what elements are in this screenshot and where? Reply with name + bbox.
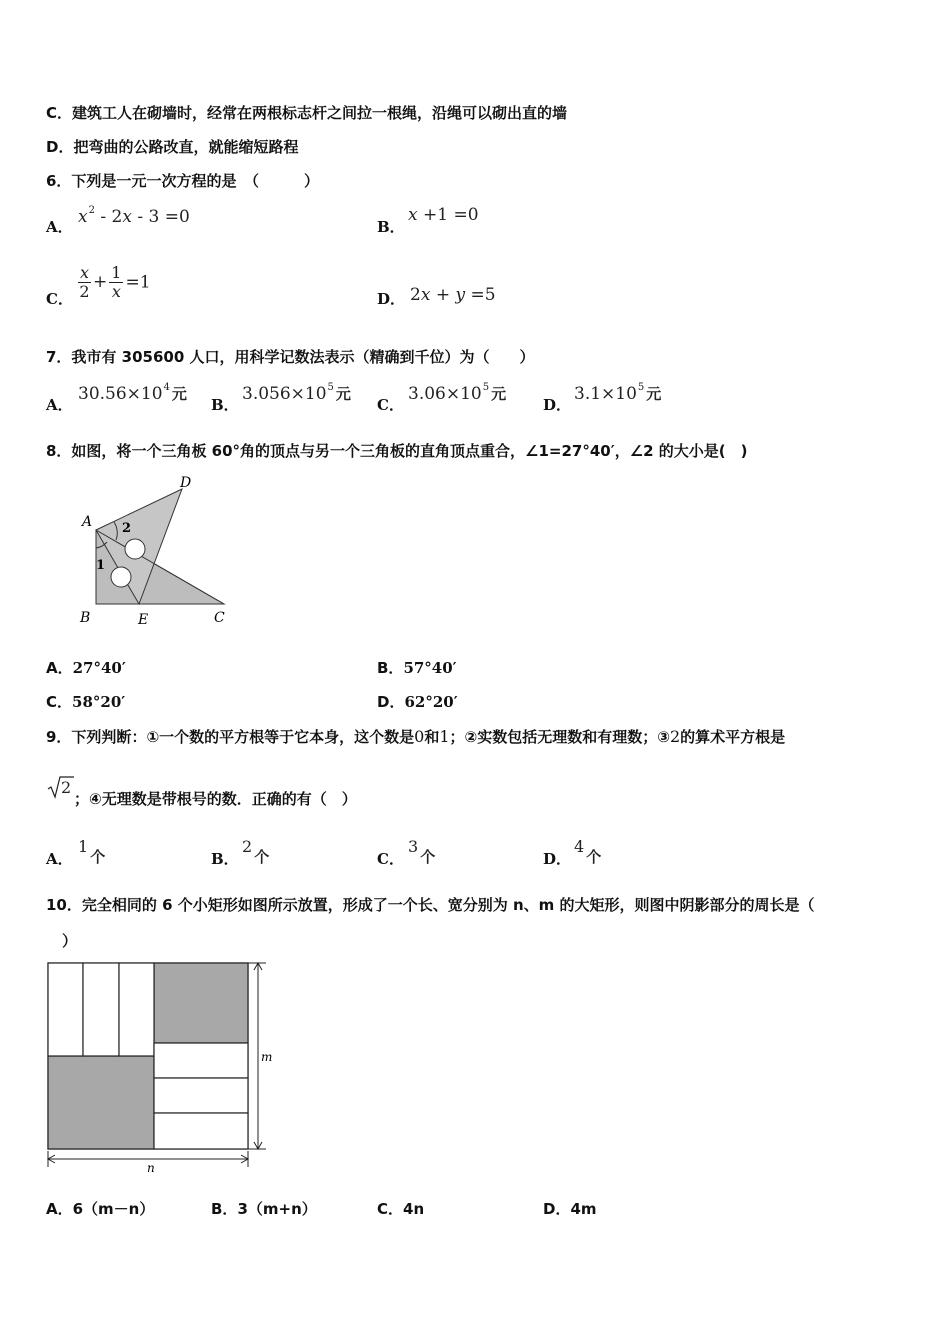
unit: 个 bbox=[90, 848, 106, 866]
math-text: 30.56×10 bbox=[78, 384, 163, 404]
q9-option-c-value bbox=[408, 836, 436, 866]
label-angle-1: 1 bbox=[96, 558, 106, 573]
stem-text: 和 bbox=[424, 728, 440, 746]
option-text: 建筑工人在砌墙时，经常在两根标志杆之间拉一根绳，沿绳可以砌出直的墙 bbox=[72, 104, 568, 122]
q10-option-a bbox=[46, 1198, 154, 1219]
var-y: y bbox=[455, 285, 466, 305]
q9-option-a-label: A． bbox=[46, 850, 73, 868]
var-x: x bbox=[408, 205, 418, 225]
q8-option-c bbox=[46, 691, 125, 712]
math-text: 2 bbox=[410, 285, 421, 305]
unit: 元 bbox=[491, 385, 507, 403]
small-rect-6 bbox=[154, 1113, 248, 1149]
unit: 元 bbox=[335, 385, 351, 403]
option-label: A． bbox=[46, 1200, 73, 1218]
math-text: =1 bbox=[125, 272, 151, 293]
q6-option-c-label: C． bbox=[46, 290, 73, 308]
q10-option-b bbox=[211, 1198, 317, 1219]
number: 4 bbox=[574, 837, 585, 856]
unit: 元 bbox=[646, 385, 662, 403]
q6-stem: 6．下列是一元一次方程的是 （ ） bbox=[46, 172, 319, 190]
hole-lower bbox=[111, 567, 131, 587]
denominator: 2 bbox=[79, 282, 90, 301]
stem-text: 9．下列判断：①一个数的平方根等于它本身，这个数是 bbox=[46, 728, 415, 746]
q6-option-a-math bbox=[78, 205, 190, 227]
unit: 个 bbox=[586, 848, 602, 866]
exponent: 2 bbox=[88, 205, 95, 216]
var-x: x bbox=[420, 285, 431, 305]
fraction-x-over-2 bbox=[78, 264, 91, 301]
number-zero: 0 bbox=[414, 727, 425, 746]
q8-option-d bbox=[377, 691, 458, 712]
fraction-1-over-x bbox=[109, 264, 123, 301]
shaded-region-bottom-left bbox=[48, 1056, 154, 1149]
number-two: 2 bbox=[669, 727, 681, 746]
q8-option-b bbox=[377, 657, 457, 678]
q6-option-c-math bbox=[76, 264, 151, 301]
q9-stem-line2: ；④无理数是带根号的数．正确的有（ ） bbox=[74, 790, 357, 808]
math-text: +1 =0 bbox=[417, 205, 479, 225]
option-text: 4m bbox=[570, 1200, 597, 1218]
label-c: C bbox=[214, 610, 225, 626]
q9-option-c-label: C． bbox=[377, 850, 404, 868]
q5-option-c bbox=[46, 102, 567, 123]
q9-option-d-label: D． bbox=[543, 850, 572, 868]
small-rect-2 bbox=[83, 963, 119, 1056]
q7-stem: 7．我市有 305600 人口，用科学记数法表示（精确到千位）为（ ） bbox=[46, 348, 535, 366]
q7-option-b-math bbox=[242, 382, 351, 404]
number-one: 1 bbox=[439, 727, 450, 746]
q10-option-c bbox=[377, 1198, 424, 1219]
q8-triangle-figure bbox=[74, 470, 244, 630]
dimension-n-label: n bbox=[147, 1161, 155, 1175]
option-label: D． bbox=[377, 693, 405, 711]
exponent: 5 bbox=[482, 382, 490, 393]
number: 1 bbox=[78, 837, 89, 856]
option-label: A． bbox=[46, 659, 73, 677]
math-text: + bbox=[430, 285, 456, 305]
label-d: D bbox=[180, 475, 192, 491]
exponent: 5 bbox=[637, 382, 645, 393]
option-text: 3（m+n） bbox=[237, 1200, 317, 1218]
math-text: =5 bbox=[465, 285, 496, 305]
q6-option-d-math bbox=[410, 285, 496, 305]
q9-option-d-value bbox=[574, 836, 602, 866]
q9-option-b-label: B． bbox=[211, 850, 239, 868]
number: 3 bbox=[408, 837, 419, 856]
q9-option-b-value bbox=[242, 836, 270, 866]
q6-option-b-math bbox=[408, 205, 479, 225]
option-text: 57°40′ bbox=[403, 659, 457, 677]
math-text: 3.06×10 bbox=[408, 384, 482, 404]
math-text: - 2 bbox=[94, 207, 123, 227]
q5-option-d bbox=[46, 136, 298, 157]
math-text: 3.056×10 bbox=[242, 384, 327, 404]
small-rect-4 bbox=[154, 1043, 248, 1078]
q7-option-d-label: D． bbox=[543, 396, 572, 414]
option-text: 6（m－n） bbox=[72, 1200, 155, 1218]
small-rect-3 bbox=[119, 963, 154, 1056]
shaded-region-top-right bbox=[154, 963, 248, 1043]
denominator: x bbox=[111, 282, 121, 301]
exponent: 4 bbox=[163, 382, 170, 393]
label-b: B bbox=[80, 610, 91, 626]
option-label: D． bbox=[543, 1200, 571, 1218]
option-text: 4n bbox=[403, 1200, 425, 1218]
option-label: C． bbox=[46, 693, 73, 711]
exponent: 5 bbox=[327, 382, 334, 393]
small-rect-1 bbox=[48, 963, 83, 1056]
q10-rectangle-figure bbox=[40, 955, 280, 1177]
q6-option-d-label: D． bbox=[377, 290, 406, 308]
dimension-m-label: m bbox=[261, 1050, 273, 1064]
label-a: A bbox=[82, 514, 93, 530]
option-text: 把弯曲的公路改直，就能缩短路程 bbox=[73, 138, 299, 156]
q10-stem-line2: ） bbox=[62, 932, 78, 950]
q6-option-b-label: B． bbox=[377, 218, 405, 236]
option-label: B． bbox=[377, 659, 404, 677]
math-text: - 3 =0 bbox=[131, 207, 190, 227]
math-text: + bbox=[93, 272, 108, 292]
q7-option-a-math bbox=[78, 382, 187, 404]
q7-option-c-label: C． bbox=[377, 396, 404, 414]
option-label: C． bbox=[46, 104, 73, 122]
numerator: x bbox=[80, 263, 90, 282]
math-text: 3.1×10 bbox=[574, 384, 637, 404]
label-angle-2: 2 bbox=[122, 521, 132, 536]
hole-upper bbox=[125, 539, 145, 559]
q9-stem-line1 bbox=[46, 726, 785, 747]
option-label: C． bbox=[377, 1200, 404, 1218]
unit: 个 bbox=[254, 848, 270, 866]
stem-text: 的算术平方根是 bbox=[680, 728, 786, 746]
option-text: 27°40′ bbox=[72, 659, 126, 677]
option-label: B． bbox=[211, 1200, 238, 1218]
q10-option-d bbox=[543, 1198, 597, 1219]
q9-option-a-value bbox=[78, 836, 106, 866]
option-label: D． bbox=[46, 138, 74, 156]
small-rect-5 bbox=[154, 1078, 248, 1113]
option-text: 62°20′ bbox=[404, 693, 458, 711]
number: 2 bbox=[242, 837, 253, 856]
q7-option-a-label: A． bbox=[46, 396, 73, 414]
var-x: x bbox=[122, 207, 132, 227]
unit: 元 bbox=[171, 385, 187, 403]
unit: 个 bbox=[420, 848, 436, 866]
q6-option-a-label: A． bbox=[46, 218, 73, 236]
sqrt-radicand: 2 bbox=[61, 778, 72, 797]
q10-stem-line1: 10．完全相同的 6 个小矩形如图所示放置，形成了一个长、宽分别为 n、m 的大矩形，则图中阴影部分的周长是（ bbox=[46, 896, 815, 914]
q8-stem: 8．如图，将一个三角板 60°角的顶点与另一个三角板的直角顶点重合，∠1=27°40′，∠2 的大小是( ) bbox=[46, 442, 748, 460]
stem-text: ；②实数包括无理数和有理数；③ bbox=[449, 728, 670, 746]
option-text: 58°20′ bbox=[72, 693, 126, 711]
q7-option-b-label: B． bbox=[211, 396, 239, 414]
label-e: E bbox=[138, 612, 149, 628]
q7-option-d-math bbox=[574, 382, 661, 404]
q8-option-a bbox=[46, 657, 126, 678]
numerator: 1 bbox=[111, 263, 122, 282]
var-x: x bbox=[78, 207, 88, 227]
q7-option-c-math bbox=[408, 382, 506, 404]
